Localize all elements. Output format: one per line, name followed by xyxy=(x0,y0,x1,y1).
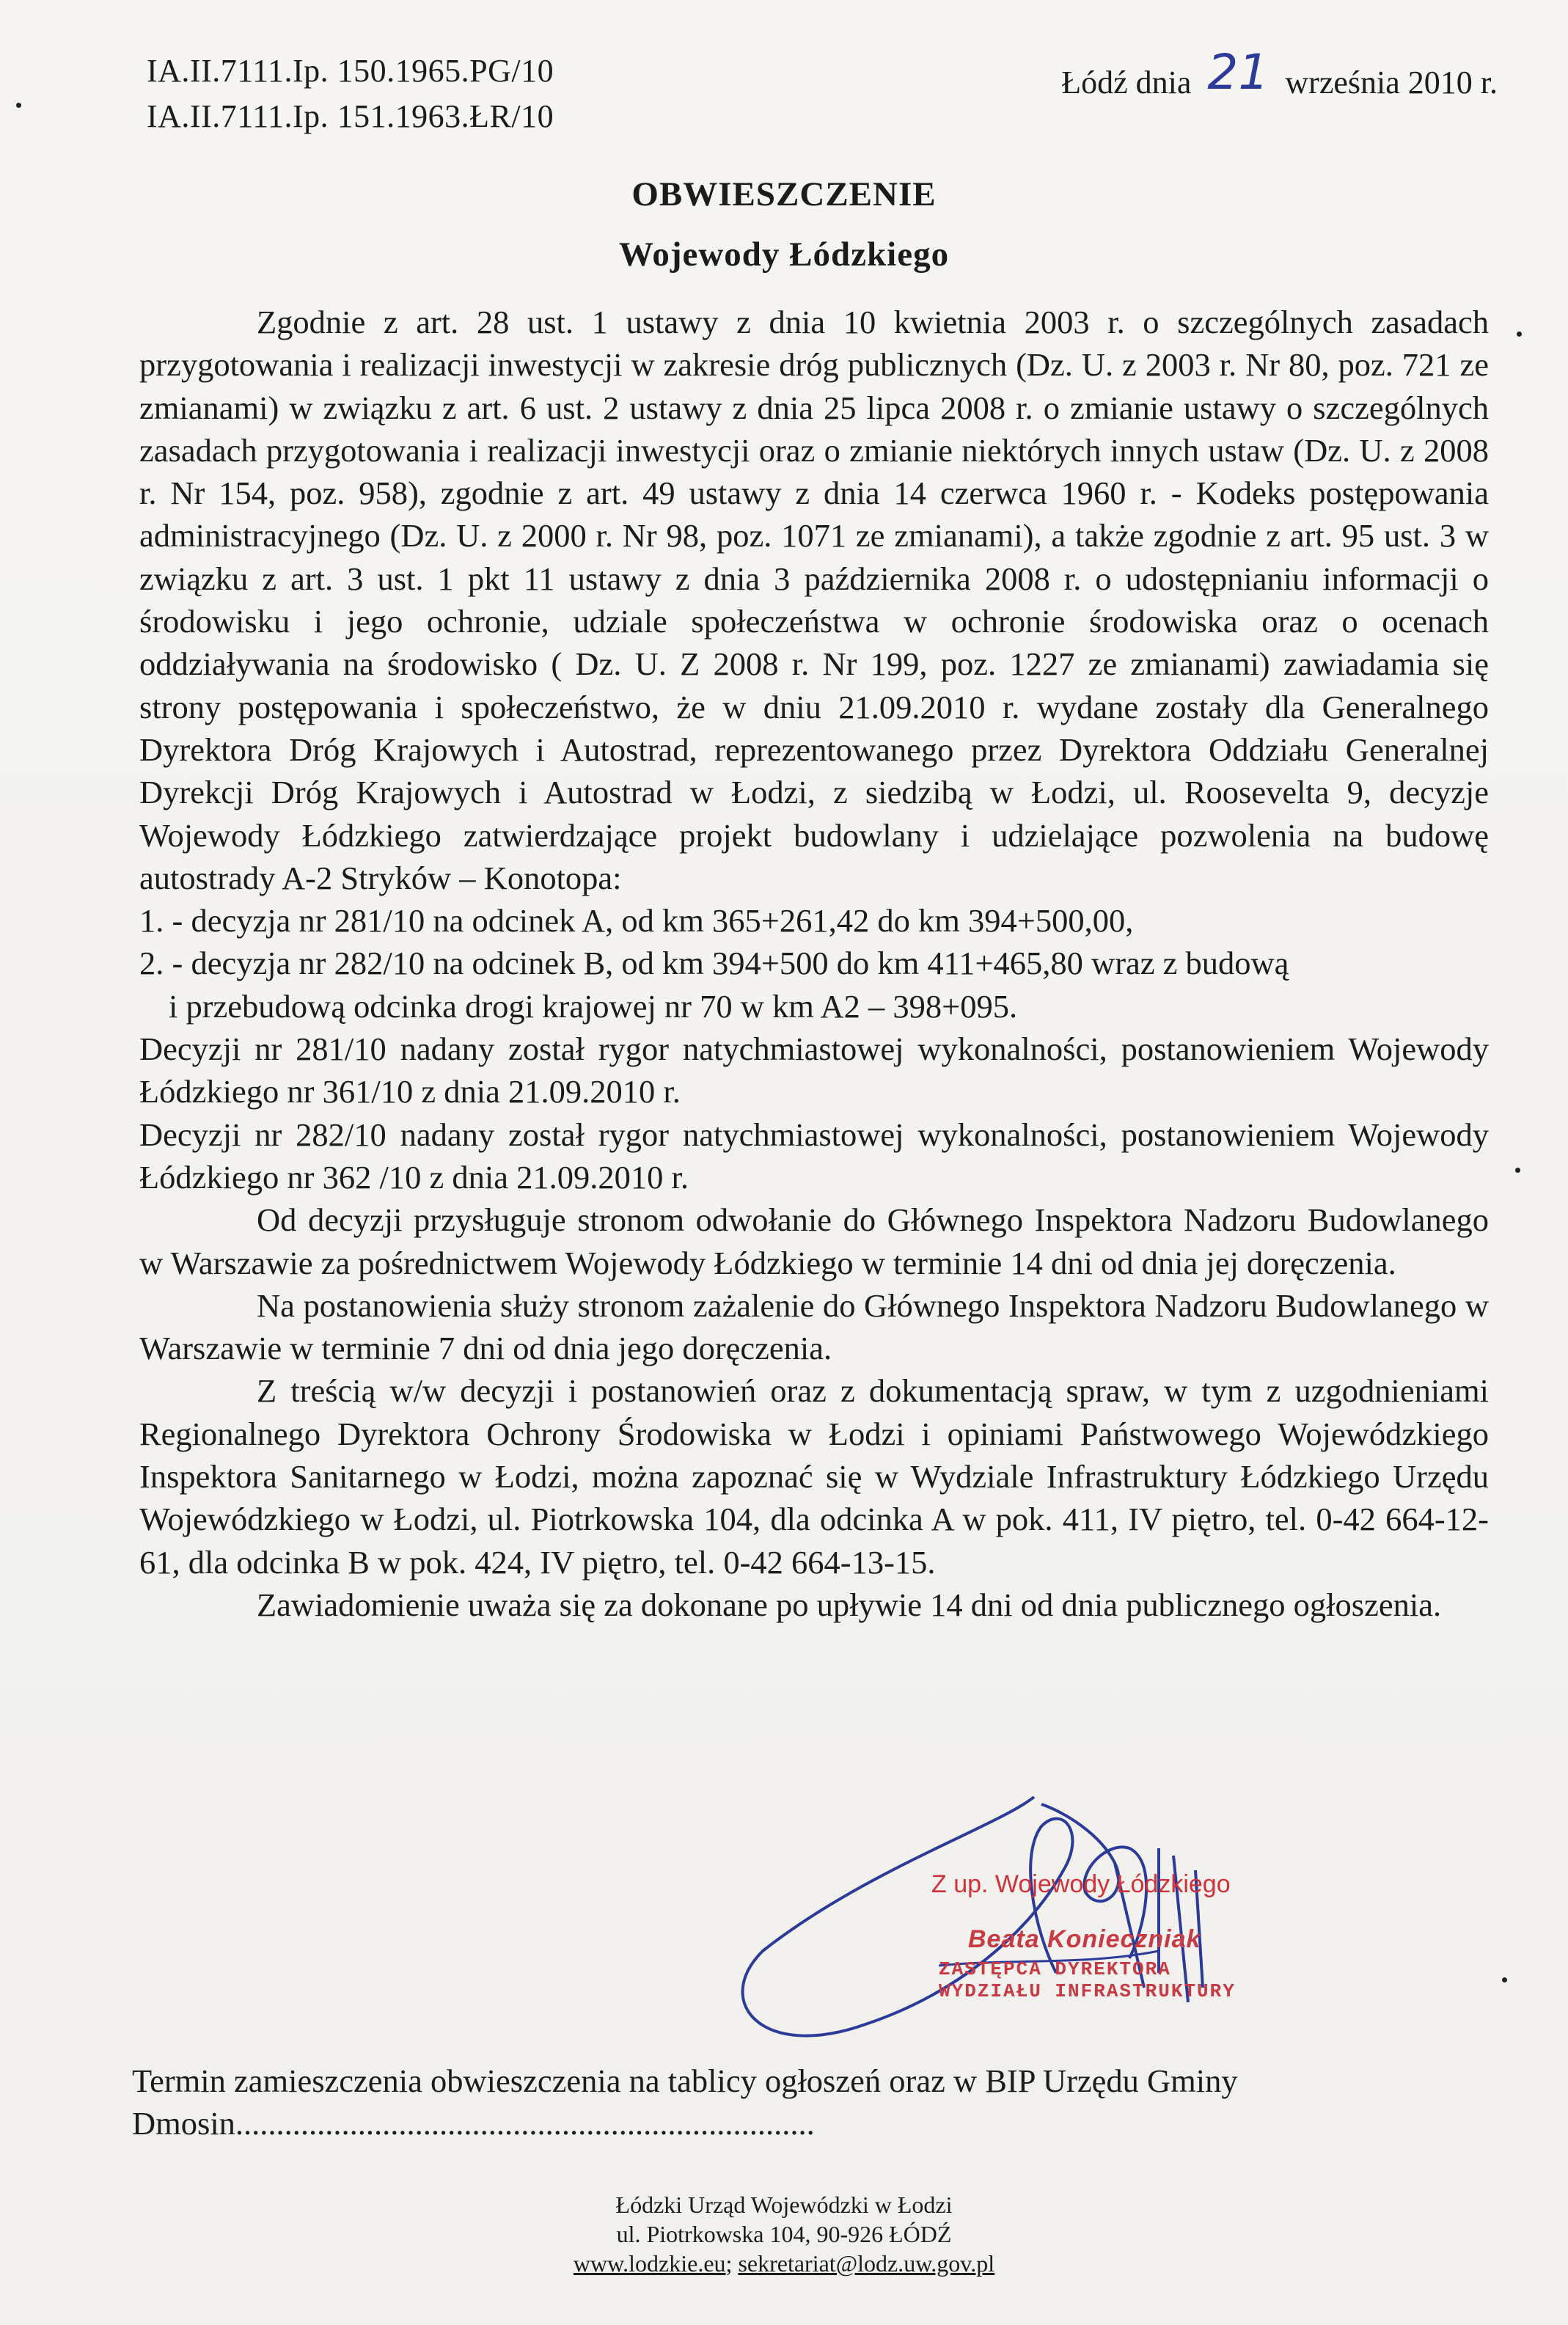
complaint-paragraph: Na postanowienia służy stronom zażalenie do Głównego Inspektora Nadzoru Budowlanego w Warszawie w terminie 7 dni od dnia jego doręczenia. xyxy=(139,1286,1489,1367)
position-stamp-line-1: ZASTĘPCA DYREKTORA xyxy=(939,1958,1171,1980)
posting-note-line-1: Termin zamieszczenia obwieszczenia na tablicy ogłoszeń oraz w BIP Urzędu Gminy xyxy=(132,2062,1238,2099)
signature-block xyxy=(719,1782,1496,2090)
scan-speck xyxy=(1502,1977,1507,1982)
handwritten-day: 21 xyxy=(1207,44,1270,100)
footer-office: Łódzki Urząd Wojewódzki w Łodzi xyxy=(615,2192,953,2218)
place-and-date xyxy=(1061,44,1498,105)
footer-website-link[interactable]: www.lodzkie.eu xyxy=(573,2250,726,2277)
posting-note xyxy=(132,2059,1474,2145)
document-body xyxy=(139,301,1489,1626)
scan-speck xyxy=(16,103,21,108)
reference-line-1: IA.II.7111.Ip. 150.1965.PG/10 xyxy=(147,53,554,89)
reference-numbers xyxy=(147,48,554,139)
scan-speck xyxy=(1515,1168,1520,1173)
footer-address: ul. Piotrkowska 104, 90-926 ŁÓDŹ xyxy=(616,2221,952,2247)
appeal-paragraph: Od decyzji przysługuje stronom odwołanie do Głównego Inspektora Nadzoru Budowlanego w Warszawie za pośrednictwem Wojewody Łódzkiego w terminie 14 dni od dnia jej doręczenia. xyxy=(139,1201,1489,1281)
place-label: Łódź dnia xyxy=(1061,65,1192,100)
signatory-name-stamp: Beata Konieczniak xyxy=(968,1925,1201,1953)
rygor-paragraph-2: Decyzji nr 282/10 nadany został rygor natychmiastowej wykonalności, postanowieniem Wojewody Łódzkiego nr 362 /10 z dnia 21.09.2010 r. xyxy=(139,1116,1489,1196)
intro-paragraph: Zgodnie z art. 28 ust. 1 ustawy z dnia 10 kwietnia 2003 r. o szczególnych zasadach przygotowania i realizacji inwestycji w zakresie dróg publicznych (Dz. U. z 2003 r. Nr 80, poz. 721 ze zmianami) w związku z art. 6 ust. 2 ustawy z dnia 25 lipca 2008 r. o zmianie ustawy o szczególnych zasadach przygotowania i realizacji inwestycji oraz o zmianie niektórych innych ustaw (Dz. U. z 2008 r. Nr 154, poz. 958), zgodnie z art. 49 ustawy z dnia 14 czerwca 1960 r. - Kodeks postępowania administracyjnego (Dz. U. z 2000 r. Nr 98, poz. 1071 ze zmianami), a także zgodnie z art. 95 ust. 3 w związku z art. 3 ust. 1 pkt 11 ustawy z dnia 3 października 2008 r. o udostępnianiu informacji o środowisku i jego ochronie, udziale społeczeństwa w ochronie środowiska oraz o ocenach oddziaływania na środowisko ( Dz. U. Z 2008 r. Nr 199, poz. 1227 ze zmianami) zawiadamia się strony postępowania i społeczeństwo, że w dniu 21.09.2010 r. wydane zostały dla Generalnego Dyrektora Dróg Krajowych i Autostrad, reprezentowanego przez Dyrektora Oddziału Generalnej Dyrekcji Dróg Krajowych i Autostrad w Łodzi, z siedzibą w Łodzi, ul. Roosevelta 9, decyzje Wojewody Łódzkiego zatwierdzające projekt budowlany i udzielające pozwolenia na budowę autostrady A-2 Stryków – Konotopa: xyxy=(139,304,1489,896)
document-subtitle: Wojewody Łódzkiego xyxy=(618,235,950,274)
on-behalf-stamp: Z up. Wojewody Łódzkiego xyxy=(931,1870,1231,1898)
decision-item-1: 1. - decyzja nr 281/10 na odcinek A, od km 365+261,42 do km 394+500,00, xyxy=(139,902,1134,940)
documentation-paragraph: Z treścią w/w decyzji i postanowień oraz z dokumentacją spraw, w tym z uzgodnieniami Regionalnego Dyrektora Ochrony Środowiska w Łodzi i opiniami Państwowego Wojewódzkiego Inspektora Sanitarnego w Łodzi, można zapoznać się w Wydziale Infrastruktury Łódzkiego Urzędu Wojewódzkiego w Łodzi, ul. Piotrkowska 104, dla odcinka A w pok. 411, IV piętro, tel. 0-42 664-12-61, dla odcinka B w pok. 424, IV piętro, tel. 0-42 664-13-15. xyxy=(139,1372,1489,1581)
reference-line-2: IA.II.7111.Ip. 151.1963.ŁR/10 xyxy=(147,98,554,134)
month-year: września 2010 r. xyxy=(1285,65,1498,100)
footer-contacts xyxy=(0,2249,1568,2278)
notification-paragraph: Zawiadomienie uważa się za dokonane po upływie 14 dni od dnia publicznego ogłoszenia. xyxy=(257,1586,1442,1623)
decision-item-2: 2. - decyzja nr 282/10 na odcinek B, od km 394+500 do km 411+465,80 wraz z budową xyxy=(139,945,1289,982)
scan-speck xyxy=(1517,332,1522,337)
footer-separator: ; xyxy=(725,2250,739,2277)
decision-item-2-continuation: i przebudową odcinka drogi krajowej nr 70 w km A2 – 398+095. xyxy=(169,987,1018,1025)
document-title: OBWIESZCZENIE xyxy=(631,175,937,213)
posting-note-line-2: Dmosin....................................................................... xyxy=(132,2105,815,2142)
page-footer xyxy=(0,2190,1568,2278)
footer-email-link[interactable]: sekretariat@lodz.uw.gov.pl xyxy=(738,2250,995,2277)
position-stamp-line-2: WYDZIAŁU INFRASTRUKTURY xyxy=(939,1980,1236,2002)
rygor-paragraph-1: Decyzji nr 281/10 nadany został rygor natychmiastowej wykonalności, postanowieniem Wojewody Łódzkiego nr 361/10 z dnia 21.09.2010 r. xyxy=(139,1030,1489,1110)
